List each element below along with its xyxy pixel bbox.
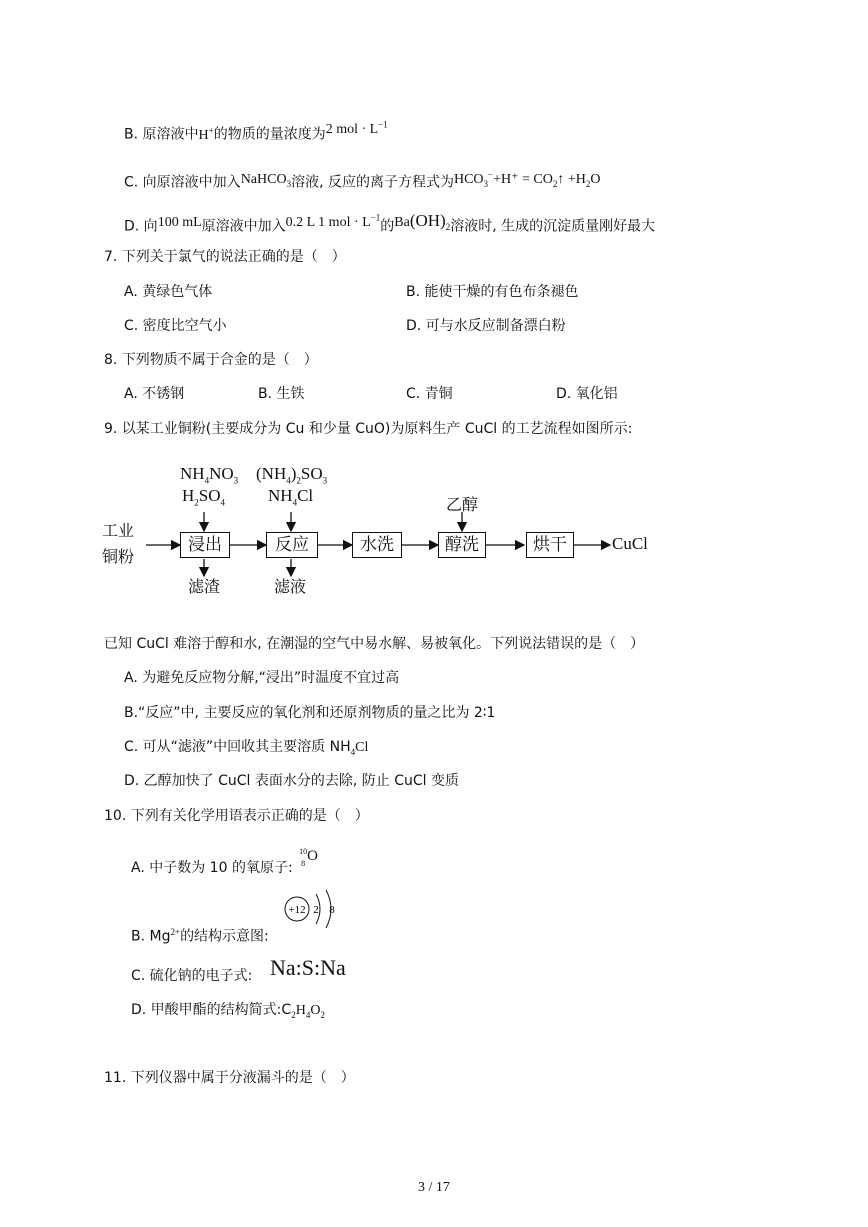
q8-option-c: C. 青铜 xyxy=(406,386,453,402)
q9-option-c xyxy=(124,737,368,762)
q10-option-a xyxy=(131,847,319,878)
r3e: SO xyxy=(300,464,323,483)
shell-2-electrons: 8 xyxy=(329,904,335,916)
mg-ion-structure-diagram xyxy=(282,884,352,934)
question-10: 10. 下列有关化学用语表示正确的是（ ） xyxy=(104,808,369,824)
h-sub: 4 xyxy=(305,1009,311,1020)
q6d-text-3: 的 xyxy=(380,218,395,235)
residue-output: 滤渣 xyxy=(188,577,221,596)
ba-conc-exp: −1 xyxy=(370,212,381,222)
q8-option-b: B. 生铁 xyxy=(258,386,305,402)
q8-option-d: D. 氧化铝 xyxy=(556,386,618,402)
o: O xyxy=(310,1003,321,1018)
ba: Ba xyxy=(394,214,410,230)
leach-reagent-2 xyxy=(182,486,225,507)
step-react: 反应 xyxy=(266,532,318,558)
eq-mid: +H⁺ = CO xyxy=(493,171,553,187)
q6d-text-2: 原溶液中加入 xyxy=(201,218,286,235)
q10a-text: A. 中子数为 10 的氧原子: xyxy=(131,860,293,876)
q8-option-a: A. 不锈钢 xyxy=(124,386,185,402)
oxygen-symbol: O xyxy=(307,848,318,864)
q6-option-c xyxy=(124,168,601,197)
q7-option-c: C. 密度比空气小 xyxy=(124,318,227,334)
step-water-wash: 水洗 xyxy=(352,532,402,558)
step-alcohol-wash: 醇洗 xyxy=(438,532,486,558)
volume: 100 mL xyxy=(157,214,202,230)
q6d-text-4: 溶液时, 生成的沉淀质量刚好最大 xyxy=(450,218,656,235)
q9c-text: C. 可从“滤液”中回收其主要溶质 NH xyxy=(124,739,351,755)
sodium-sulfide-electron-formula: Na:S:Na xyxy=(270,955,346,980)
eq-o: O xyxy=(590,171,601,187)
step-leach: 浸出 xyxy=(180,532,230,558)
q9-option-b: B.“反应”中, 主要反应的氧化剂和还原剂物质的量之比为 2∶1 xyxy=(124,705,496,721)
nucleus-charge: +12 xyxy=(288,904,306,916)
r2c: SO xyxy=(198,486,221,505)
eq-hco-sub: 3 xyxy=(483,178,489,189)
r1a: NH xyxy=(180,464,205,483)
r1c: NO xyxy=(209,464,234,483)
ba-conc-value: 0.2 L 1 mol · L xyxy=(285,214,371,230)
c-sub: 2 xyxy=(291,1009,296,1020)
nahco3: NaHCO xyxy=(240,171,287,187)
r3c: ) xyxy=(290,464,297,483)
flow-start-line2: 铜粉 xyxy=(102,547,135,566)
flow-start-line1: 工业 xyxy=(102,521,135,540)
q6c-text-2: 溶液, 反应的离子方程式为 xyxy=(291,174,454,191)
question-9: 9. 以某工业铜粉(主要成分为 Cu 和少量 CuO)为原料生产 CuCl 的工艺流程如图所示: xyxy=(104,421,633,437)
r2d: 4 xyxy=(220,497,226,508)
mass-number: 10 xyxy=(299,847,308,856)
concentration xyxy=(325,119,388,137)
baoh2-formula xyxy=(394,210,451,232)
leach-reagent-1 xyxy=(180,464,238,485)
h-symbol: H xyxy=(198,127,209,143)
r1d: 3 xyxy=(233,475,239,486)
q6d-text-1: D. 向 xyxy=(124,218,158,235)
step-dry: 烘干 xyxy=(526,532,574,558)
eq-hco-sup: − xyxy=(488,169,494,179)
h-charge: + xyxy=(208,125,214,135)
question-11: 11. 下列仪器中属于分液漏斗的是（ ） xyxy=(104,1070,355,1086)
r2b: 2 xyxy=(194,497,199,508)
oh-sub: 2 xyxy=(445,221,451,232)
eq-h2-sub: 2 xyxy=(585,178,591,189)
q9-known: 已知 CuCl 难溶于醇和水, 在潮湿的空气中易水解、易被氧化。下列说法错误的是（ ） xyxy=(104,636,645,652)
r2a: H xyxy=(182,486,195,505)
r4b: 4 xyxy=(292,497,298,508)
page-number: 3 / 17 xyxy=(418,1180,450,1195)
question-8: 8. 下列物质不属于合金的是（ ） xyxy=(104,352,318,368)
q9c-sub: 4 xyxy=(350,746,356,757)
q10-option-c: C. 硫化钠的电子式: xyxy=(131,968,253,984)
conc-exp: −1 xyxy=(378,119,388,129)
filtrate-output: 滤液 xyxy=(274,577,307,596)
h-plus-formula xyxy=(198,125,214,143)
nahco3-formula xyxy=(241,172,291,187)
conc-value: 2 mol · L xyxy=(325,121,379,137)
ionic-equation xyxy=(453,169,601,189)
nahco3-sub: 3 xyxy=(286,178,292,189)
eq-end: ↑ +H xyxy=(557,171,586,187)
q9-option-a: A. 为避免反应物分解,“浸出”时温度不宜过高 xyxy=(124,670,400,686)
q10-option-d xyxy=(131,1000,325,1025)
react-reagent-2 xyxy=(268,486,313,507)
ba-concentration xyxy=(285,212,381,230)
q6b-text-1: B. 原溶液中 xyxy=(124,126,199,143)
oxygen-isotope xyxy=(297,847,319,876)
q7-option-a: A. 黄绿色气体 xyxy=(124,284,213,300)
q6-option-b xyxy=(124,120,388,146)
r3b: 4 xyxy=(286,475,291,486)
eq-hco: HCO xyxy=(453,171,484,187)
q6b-text-2: 的物质的量浓度为 xyxy=(213,126,326,143)
r4a: NH xyxy=(268,486,293,505)
q9c-cl: Cl xyxy=(355,740,369,755)
question-7: 7. 下列关于氯气的说法正确的是（ ） xyxy=(104,249,346,265)
r3d: 2 xyxy=(296,475,301,486)
q6c-text-1: C. 向原溶液中加入 xyxy=(124,174,241,191)
q7-option-b: B. 能使干燥的有色布条褪色 xyxy=(406,284,579,300)
q7-option-d: D. 可与水反应制备漂白粉 xyxy=(406,318,566,334)
shell-1-electrons: 2 xyxy=(313,904,319,916)
r3a: (NH xyxy=(256,464,287,483)
flow-product: CuCl xyxy=(612,534,648,553)
r1b: 4 xyxy=(204,475,210,486)
react-reagent-1 xyxy=(256,464,327,485)
oh: (OH) xyxy=(409,210,446,230)
q10b-text-2: 的结构示意图: xyxy=(180,928,269,945)
h: H xyxy=(295,1003,306,1018)
eq-co2-sub: 2 xyxy=(552,178,558,189)
mg-charge: 2+ xyxy=(170,927,181,937)
q10b-text-1: B. Mg xyxy=(131,928,171,945)
process-flow-diagram xyxy=(98,460,678,600)
r3f: 3 xyxy=(322,475,328,486)
r4c: Cl xyxy=(297,486,314,505)
o-sub: 2 xyxy=(320,1009,325,1020)
q10-option-b xyxy=(131,922,269,947)
atomic-number: 8 xyxy=(301,859,306,868)
q9-option-d: D. 乙醇加快了 CuCl 表面水分的去除, 防止 CuCl 变质 xyxy=(124,773,460,789)
ethanol-input: 乙醇 xyxy=(446,495,479,514)
q10d-text: D. 甲酸甲酯的结构简式:C xyxy=(131,1002,292,1018)
q6-option-d xyxy=(124,212,655,241)
